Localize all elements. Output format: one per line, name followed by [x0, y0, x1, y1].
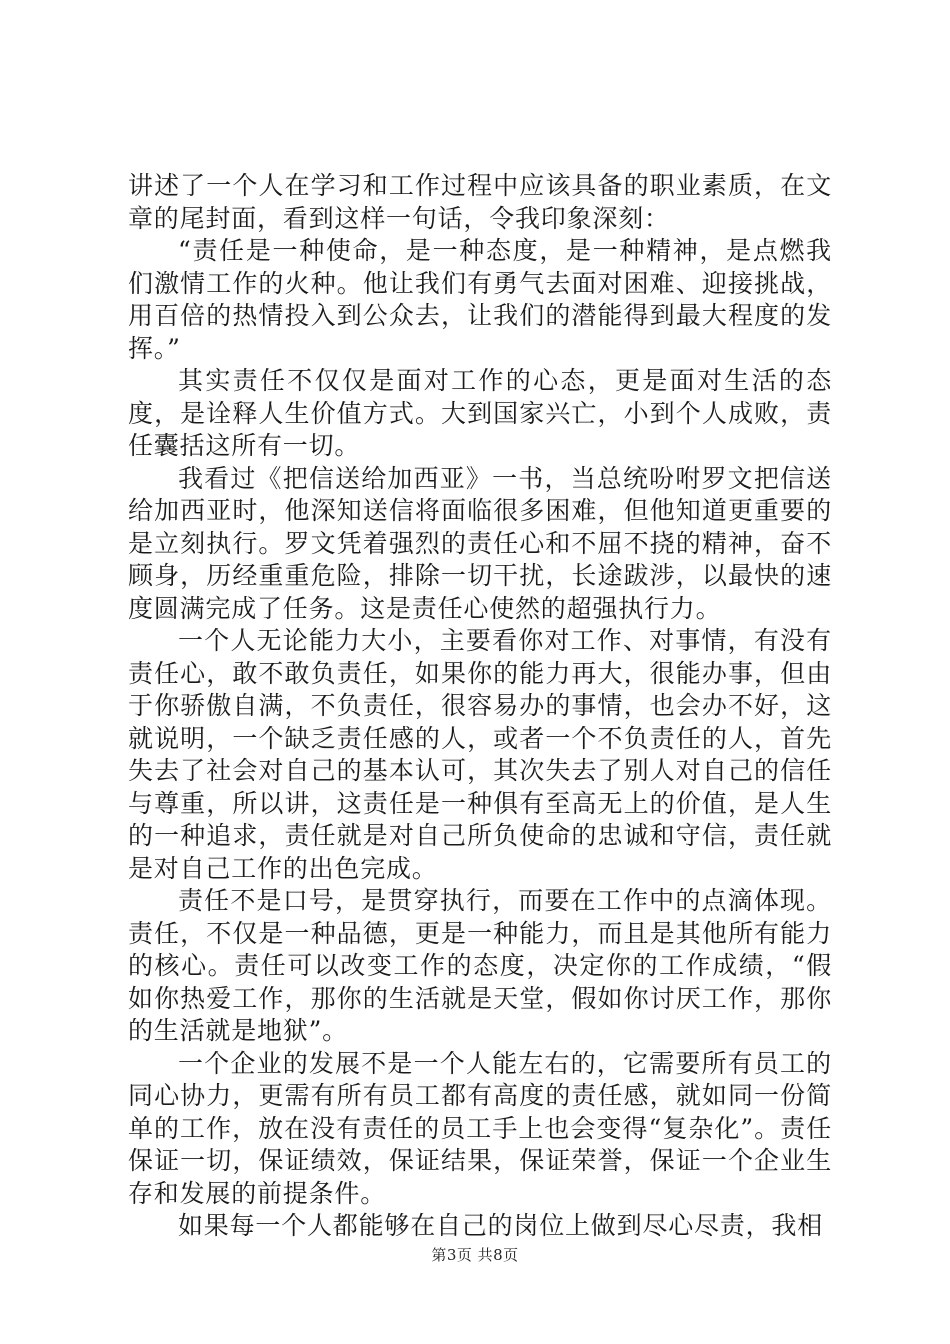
paragraph: 一个企业的发展不是一个人能左右的，它需要所有员工的同心协力，更需有所有员工都有高度的责任感，就如同一份简单的工作，放在没有责任的员工手上也会变得“复杂化”。责任保证一切，保证绩效，保证结果，保证荣誉，保证一个企业生存和发展的前提条件。	[128, 1048, 832, 1208]
paragraph: 我看过《把信送给加西亚》一书，当总统吩咐罗文把信送给加西亚时，他深知送信将面临很多困难，但他知道更重要的是立刻执行。罗文凭着强烈的责任心和不屈不挠的精神，奋不顾身，历经重重危险，排除一切干扰，长途跋涉，以最快的速度圆满完成了任务。这是责任心使然的超强执行力。	[128, 463, 832, 623]
paragraph: 一个人无论能力大小，主要看你对工作、对事情，有没有责任心，敢不敢负责任，如果你的能力再大，很能办事，但由于你骄傲自满，不负责任，很容易办的事情，也会办不好，这就说明，一个缺乏责任感的人，或者一个不负责任的人，首先失去了社会对自己的基本认可，其次失去了别人对自己的信任与尊重，所以讲，这责任是一种俱有至高无上的价值，是人生的一种追求，责任就是对自己所负使命的忠诚和守信，责任就是对自己工作的出色完成。	[128, 626, 832, 883]
paragraph: 其实责任不仅仅是面对工作的心态，更是面对生活的态度，是诠释人生价值方式。大到国家兴亡，小到个人成败，责任囊括这所有一切。	[128, 366, 832, 460]
paragraph-truncated: 如果每一个人都能够在自己的岗位上做到尽心尽责，我相	[178, 1211, 824, 1240]
paragraph-quote: “责任是一种使命，是一种态度，是一种精神，是点燃我们激情工作的火种。他让我们有勇气去面对困难、迎接挑战，用百倍的热情投入到公众去，让我们的潜能得到最大程度的发挥。”	[128, 236, 832, 363]
paragraph-continued: 讲述了一个人在学习和工作过程中应该具备的职业素质，在文章的尾封面，看到这样一句话，令我印象深刻：	[128, 171, 832, 233]
document-body	[128, 170, 832, 1243]
page-number-footer: 第3页 共8页	[431, 1246, 519, 1264]
paragraph: 责任不是口号，是贯穿执行，而要在工作中的点滴体现。责任，不仅是一种品德，更是一种能力，而且是其他所有能力的核心。责任可以改变工作的态度，决定你的工作成绩，“假如你热爱工作，那你的生活就是天堂，假如你讨厌工作，那你的生活就是地狱”。	[128, 886, 832, 1045]
